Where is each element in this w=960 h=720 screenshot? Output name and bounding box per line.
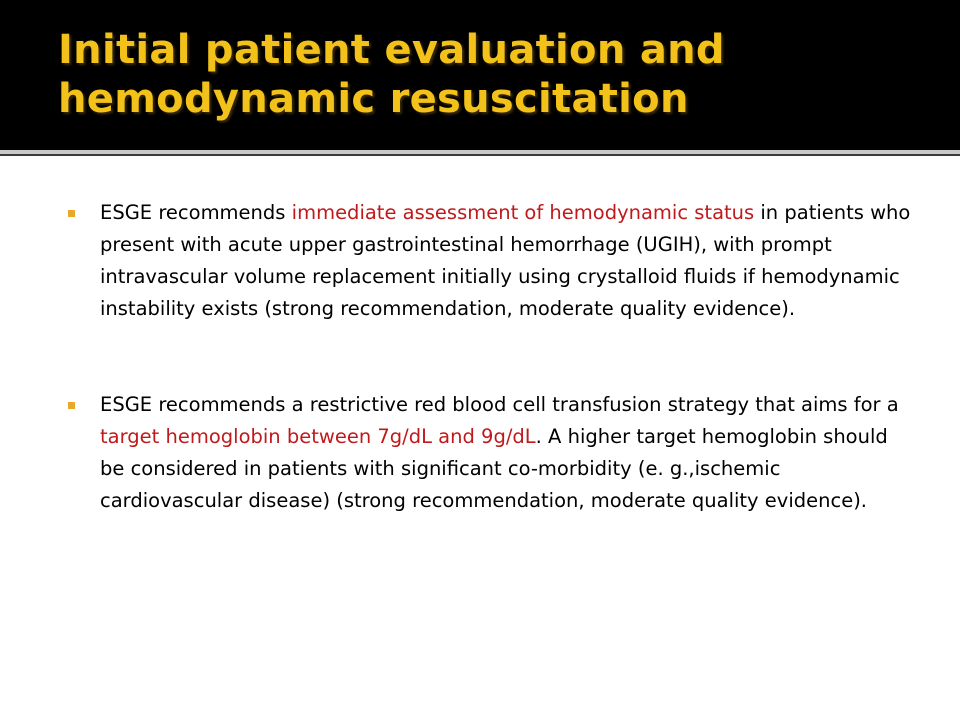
title-bar — [0, 0, 960, 150]
square-bullet-icon — [68, 210, 75, 217]
bullet-item-transfusion-strategy — [100, 389, 912, 517]
title-divider-dark — [0, 154, 960, 156]
bullet-highlight: immediate assessment of hemodynamic status — [291, 201, 755, 224]
slide-title — [58, 26, 918, 124]
bullet-highlight: target hemoglobin between 7g/dL and 9g/dL — [100, 425, 536, 448]
bullet-text-pre: ESGE recommends — [100, 201, 292, 224]
bullet-text-post: in patients who present with acute upper gastrointestinal hemorrhage (UGIH), with prompt intravascular volume replacement initially using crystalloid fluids if hemodynamic instability exists (strong recommendation, moderate quality evidence). — [100, 201, 911, 320]
bullet-item-hemodynamic-assessment — [100, 197, 912, 325]
slide-title-line-1: Initial patient evaluation and — [58, 27, 725, 73]
slide-title-line-2: hemodynamic resuscitation — [58, 76, 689, 122]
square-bullet-icon — [68, 402, 75, 409]
bullet-text-post: . A higher target hemoglobin should be considered in patients with significant co-morbidity (e. g.,ischemic cardiovascular disease) (strong recommendation, moderate quality evidence). — [100, 425, 888, 512]
bullet-text-pre: ESGE recommends a restrictive red blood cell transfusion strategy that aims for a — [100, 393, 899, 416]
